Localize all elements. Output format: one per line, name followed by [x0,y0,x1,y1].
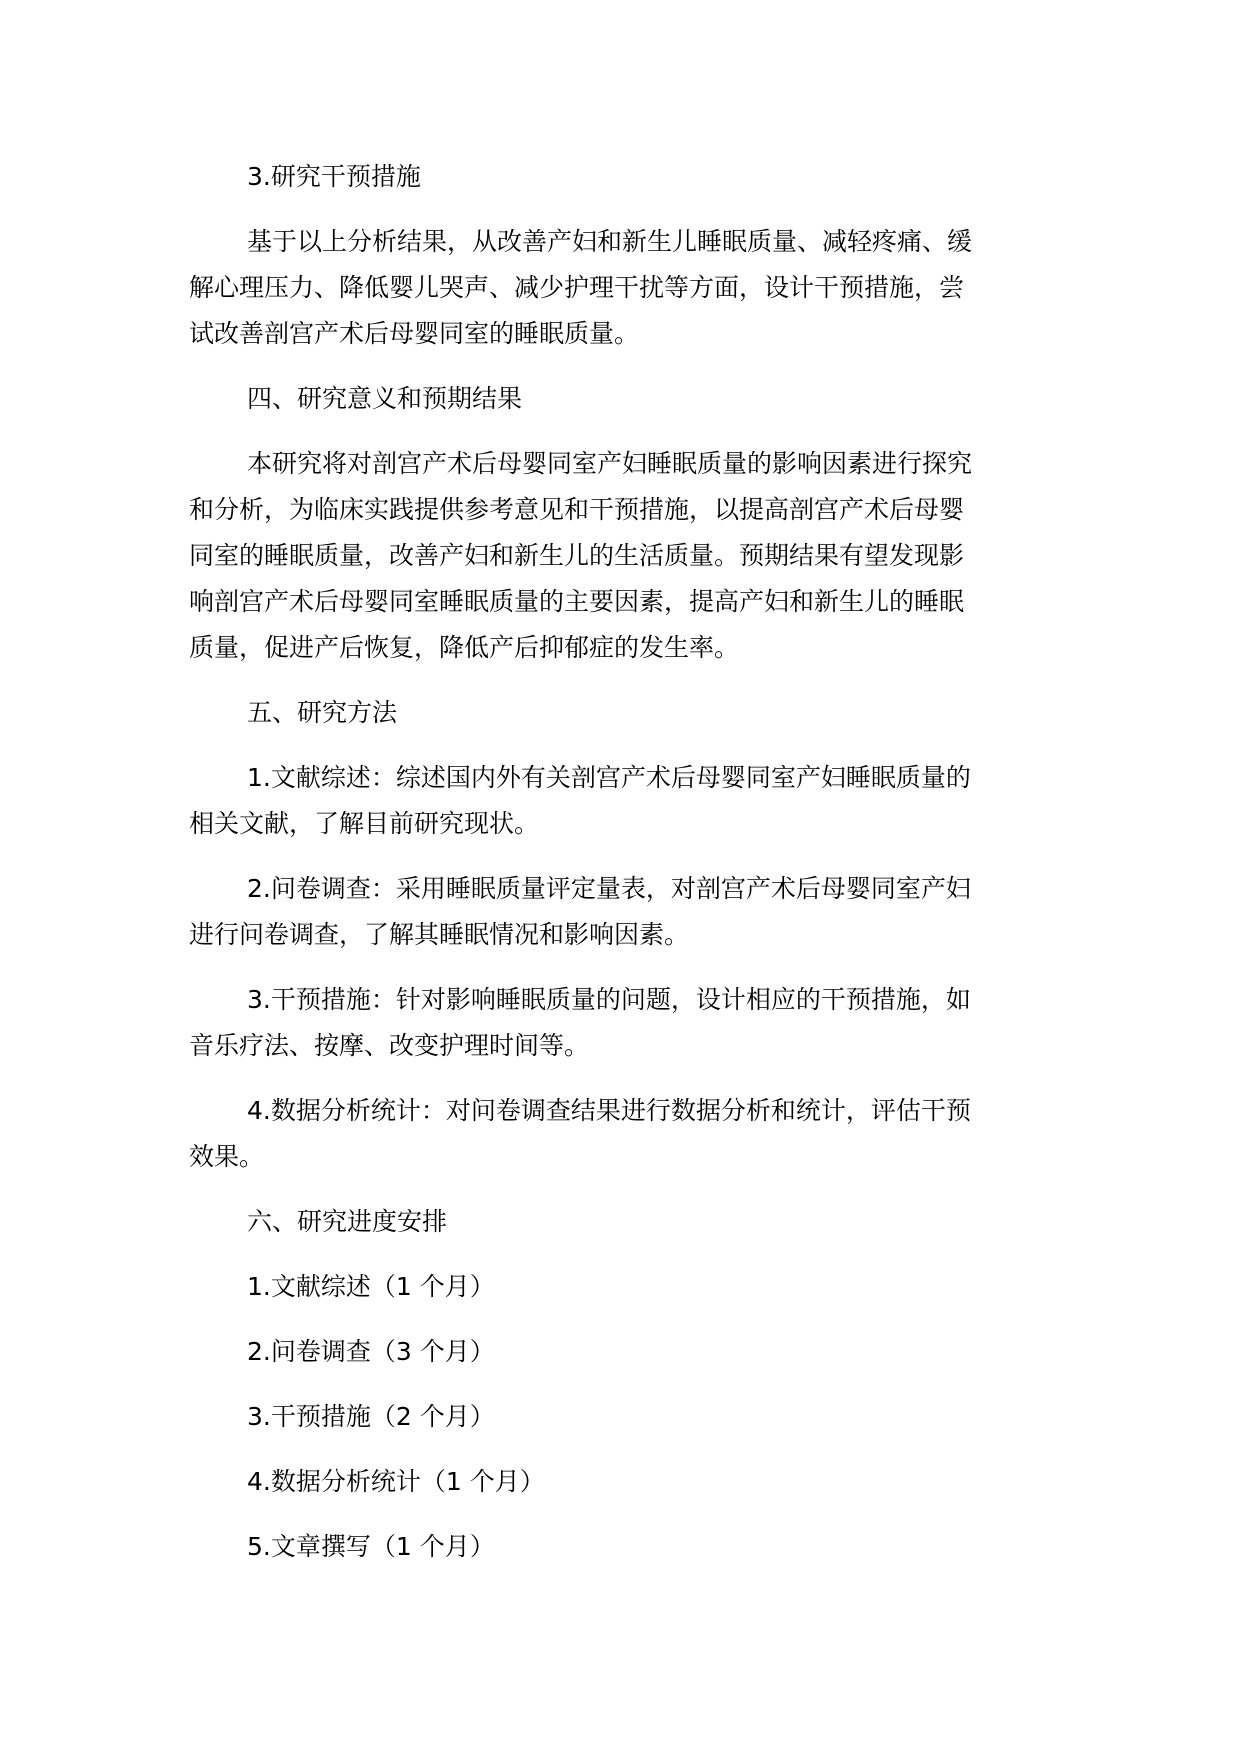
schedule-item: 4.数据分析统计（1 个月） [247,1467,545,1496]
paragraph-line: 1.文献综述：综述国内外有关剖宫产术后母婴同室产妇睡眠质量的 [247,763,971,792]
paragraph-line: 效果。 [189,1142,265,1171]
section-heading-significance: 四、研究意义和预期结果 [247,384,523,413]
paragraph-line: 音乐疗法、按摩、改变护理时间等。 [189,1031,590,1060]
schedule-item: 5.文章撰写（1 个月） [247,1532,495,1561]
method-item-intervention [189,977,1051,1069]
paragraph-line: 同室的睡眠质量，改善产妇和新生儿的生活质量。预期结果有望发现影 [189,541,965,570]
method-item-literature-review [189,755,1051,847]
method-item-questionnaire [189,866,1051,958]
schedule-item: 1.文献综述（1 个月） [247,1272,495,1301]
paragraph-line: 解心理压力、降低婴儿哭声、减少护理干扰等方面，设计干预措施，尝 [189,273,965,302]
paragraph-intervention [189,219,1051,357]
paragraph-line: 2.问卷调查：采用睡眠质量评定量表，对剖宫产术后母婴同室产妇 [247,874,971,903]
paragraph-line: 试改善剖宫产术后母婴同室的睡眠质量。 [189,319,640,348]
paragraph-line: 3.干预措施：针对影响睡眠质量的问题，设计相应的干预措施，如 [247,985,971,1014]
paragraph-line: 和分析，为临床实践提供参考意见和干预措施，以提高剖宫产术后母婴 [189,495,965,524]
method-item-data-analysis [189,1088,1051,1180]
paragraph-line: 质量，促进产后恢复，降低产后抑郁症的发生率。 [189,633,740,662]
paragraph-line: 进行问卷调查，了解其睡眠情况和影响因素。 [189,920,690,949]
schedule-item: 2.问卷调查（3 个月） [247,1337,495,1366]
document-body [189,154,1051,1570]
section-heading-intervention: 3.研究干预措施 [247,162,421,191]
paragraph-line: 本研究将对剖宫产术后母婴同室产妇睡眠质量的影响因素进行探究 [247,449,973,478]
paragraph-line: 相关文献，了解目前研究现状。 [189,809,540,838]
section-heading-methods: 五、研究方法 [247,698,398,727]
section-heading-schedule: 六、研究进度安排 [247,1207,448,1236]
paragraph-line: 响剖宫产术后母婴同室睡眠质量的主要因素，提高产妇和新生儿的睡眠 [189,587,965,616]
paragraph-line: 4.数据分析统计：对问卷调查结果进行数据分析和统计，评估干预 [247,1096,971,1125]
schedule-item: 3.干预措施（2 个月） [247,1402,495,1431]
paragraph-line: 基于以上分析结果，从改善产妇和新生儿睡眠质量、减轻疼痛、缓 [247,227,973,256]
paragraph-significance [189,441,1051,671]
